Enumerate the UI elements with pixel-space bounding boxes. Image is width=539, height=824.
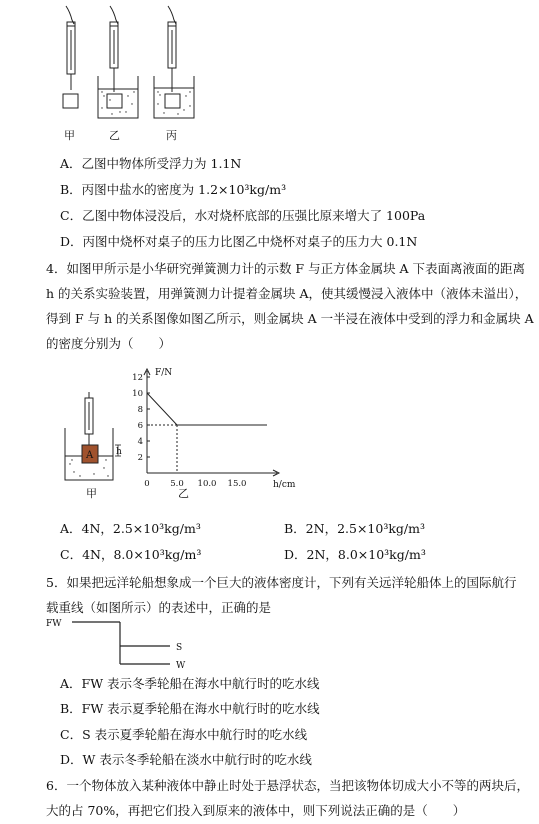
q4-stem-line-3: 得到 F 与 h 的关系图像如图乙所示，则金属块 A 一半浸在液体中受到的浮力和金属块 A — [46, 311, 534, 326]
q3-option-d: D．丙图中烧杯对桌子的压力比图乙中烧杯对桌子的压力大 0.1N — [60, 234, 418, 249]
q4-option-a: A．4N，2.5×10³kg/m³ — [60, 521, 201, 536]
load-line-figure — [44, 618, 204, 674]
q4-option-b: B．2N，2.5×10³kg/m³ — [284, 521, 425, 536]
q3-option-a: A．乙图中物体所受浮力为 1.1N — [60, 156, 242, 171]
q4-stem-line-2: h 的关系实验装置，用弹簧测力计提着金属块 A，使其缓慢浸入液体中（液体未溢出）， — [46, 286, 528, 301]
load-line-w-mark: W — [176, 661, 186, 671]
q6-stem-line-1: 6．一个物体放入某种液体中静止时处于悬浮状态，当把该物体切成大小不等的两块后， — [46, 778, 529, 793]
q4-option-d: D．2N，8.0×10³kg/m³ — [284, 547, 426, 562]
q6-stem-line-2: 大的占 70%，再把它们投入到原来的液体中，则下列说法正确的是（ ） — [46, 803, 466, 818]
q4-label-yi: 乙 — [178, 487, 189, 500]
q5-stem-line-1: 5．如果把远洋轮船想象成一个巨大的液体密度计，下列有关远洋轮船体上的国际航行 — [46, 575, 517, 590]
q4-option-c: C．4N，8.0×10³kg/m³ — [60, 547, 202, 562]
x-tick-label: 0 — [144, 479, 150, 489]
figure-label-jia: 甲 — [64, 129, 75, 142]
q3-option-c: C．乙图中物体浸没后，水对烧杯底部的压强比原来增大了 100Pa — [60, 208, 426, 223]
q3-option-b: B．丙图中盐水的密度为 1.2×10³kg/m³ — [60, 182, 287, 197]
figure-label-bing: 丙 — [166, 129, 177, 142]
q5-option-b: B．FW 表示夏季轮船在海水中航行时的吃水线 — [60, 701, 320, 716]
figure-label-yi: 乙 — [109, 129, 120, 142]
y-tick-label: 6 — [137, 421, 143, 431]
spring-scale-figure — [40, 0, 210, 148]
q5-option-a: A．FW 表示冬季轮船在海水中航行时的吃水线 — [60, 676, 320, 691]
load-line-fw-mark: FW — [46, 619, 62, 629]
q4-stem-line-4: 的密度分别为（ ） — [46, 336, 172, 351]
y-tick-label: 2 — [137, 453, 143, 463]
y-tick-label: 12 — [132, 373, 143, 383]
q4-stem-line-1: 4．如图甲所示是小华研究弹簧测力计的示数 F 与正方体金属块 A 下表面离液面的距离 — [46, 261, 526, 276]
x-axis-label: h/cm — [273, 480, 296, 490]
q4-apparatus-figure — [60, 390, 130, 490]
y-tick-label: 4 — [137, 437, 143, 447]
depth-h-label: h — [116, 447, 122, 457]
q5-option-d: D．W 表示冬季轮船在淡水中航行时的吃水线 — [60, 752, 312, 767]
x-tick-label: 15.0 — [227, 479, 247, 489]
metal-block-label: A — [86, 450, 94, 461]
q5-option-c: C．S 表示夏季轮船在海水中航行时的吃水线 — [60, 727, 308, 742]
y-axis-label: F/N — [155, 368, 173, 378]
load-line-s-mark: S — [176, 643, 183, 653]
series-line — [147, 393, 267, 425]
y-tick-label: 8 — [137, 405, 143, 415]
y-tick-label: 10 — [132, 389, 143, 399]
q4-label-jia: 甲 — [86, 487, 97, 500]
q5-stem-line-2: 载重线（如图所示）的表述中，正确的是 — [46, 600, 272, 615]
force-depth-chart — [125, 365, 296, 510]
x-tick-label: 10.0 — [197, 479, 217, 489]
x-tick-label: 5.0 — [170, 479, 184, 489]
